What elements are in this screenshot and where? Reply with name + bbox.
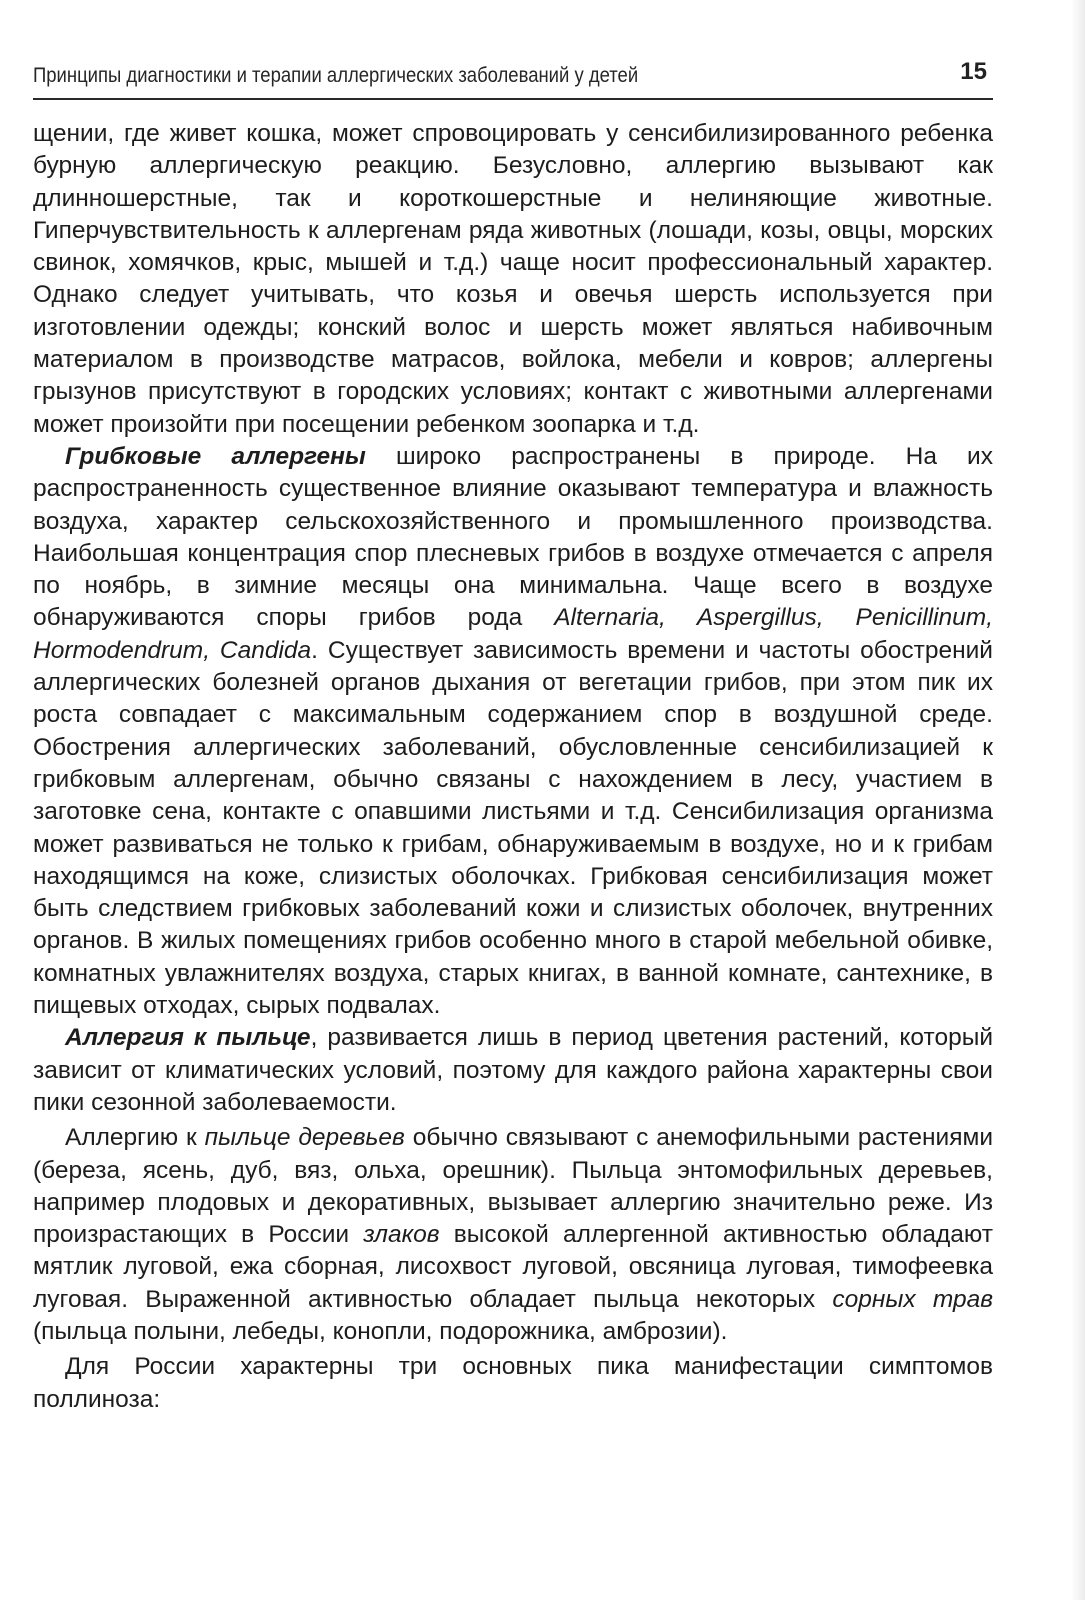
term-tree-pollen: пыльце деревьев — [204, 1124, 405, 1152]
body-text — [33, 118, 993, 1416]
paragraph-text: , развивается лишь в период цветения растений, который зависит от климатических условий, поэтому для каждого района характерны свои пики сезонной заболеваемости. — [33, 1024, 994, 1116]
page-number: 15 — [960, 58, 987, 85]
paragraph-text: Для России характерны три основных пика манифестации симптомов поллиноза: — [33, 1353, 993, 1413]
paragraph-text: . Существует зависимость времени и частоты обострений аллергических болезней органов дыхания от вегетации грибов, при этом пик их роста совпадает с максимальным содержанием спор в воздушной среде. Обострения аллергических заболеваний, обусловленные сенсибилизацией к грибковым аллергенам, обычно связаны с нахождением в лесу, участием в заготовке сена, контакте с опавшими листьями и т.д. Сенсибилизация организма может развиваться не только к грибам, обнаруживаемым в воздухе, но и к грибам находящимся на коже, слизистых оболочках. Грибковая сенсибилизация может быть следствием грибковых заболеваний кожи и слизистых оболочек, внутренних органов. В жилых помещениях грибов особенно много в старой мебельной обивке, комнатных увлажнителях воздуха, старых книгах, в ванной комнате, сантехнике, в пищевых отходах, сырых подвалах. — [33, 636, 993, 1020]
running-title: Принципы диагностики и терапии аллергических заболеваний у детей — [33, 64, 639, 87]
paragraph-text: широко распространены в природе. На их распространенность существенное влияние оказывают температура и влажность воздуха, характер сельскохозяйственного и промышленного производства. Наибольшая концентрация спор плесневых грибов в воздухе отмечается с апреля по ноябрь, в зимние месяцы она минимальна. Чаще всего в воздухе обнаруживаются споры грибов рода — [33, 442, 993, 632]
paragraph-pollinosis-peaks — [33, 1351, 993, 1416]
paragraph-animals-continued — [33, 118, 993, 441]
term-pollen-allergy: Аллергия к пыльце — [65, 1024, 311, 1052]
paragraph-text: (пыльца полыни, лебеды, конопли, подорожника, амброзии). — [33, 1317, 728, 1345]
fungi-species-names: Alternaria, Aspergillus, Penicillinum, Hormodendrum, Candida — [33, 604, 994, 664]
paragraph-text: щении, где живет кошка, может спровоцировать у сенсибилизированного ребенка бурную аллергическую реакцию. Безусловно, аллергию вызывают как длинношерстные, так и короткошерстные и нелиняющие животные. Гиперчувствительность к аллергенам ряда животных (лошади, козы, овцы, морских свинок, хомячков, крыс, мышей и т.д.) чаще носит профессиональный характер. Однако следует учитывать, что козья и овечья шерсть используется при изготовлении одежды; конский волос и шерсть может являться набивочным материалом в производстве матрасов, войлока, мебели и ковров; аллергены грызунов присутствуют в городских условиях; контакт с животными аллергенами может произойти при посещении ребенком зоопарка и т.д. — [33, 120, 993, 438]
page-edge-shadow — [1071, 0, 1085, 1600]
paragraph-text: обычно связывают с анемофильными растениями (береза, ясень, дуб, вяз, ольха, орешник). Пыльца энтомофильных деревьев, например плодовых и декоративных, вызывает аллергию значительно реже. Из произрастающих в России — [33, 1124, 994, 1249]
paragraph-text: высокой аллергенной активностью обладают мятлик луговой, ежа сборная, лисохвост луговой, овсяница луговая, тимофеевка луговая. Выраженной активностью обладает пыльца некоторых — [33, 1221, 993, 1313]
term-grasses: злаков — [363, 1221, 440, 1249]
term-fungal-allergens: Грибковые аллергены — [65, 442, 366, 470]
paragraph-fungal-allergens — [33, 441, 993, 1022]
paragraph-pollen-allergy — [33, 1022, 993, 1119]
paragraph-text: Аллергию к — [65, 1124, 205, 1152]
term-weeds: сорных трав — [832, 1285, 993, 1313]
running-header — [33, 58, 993, 100]
paragraph-tree-pollen — [33, 1122, 993, 1348]
